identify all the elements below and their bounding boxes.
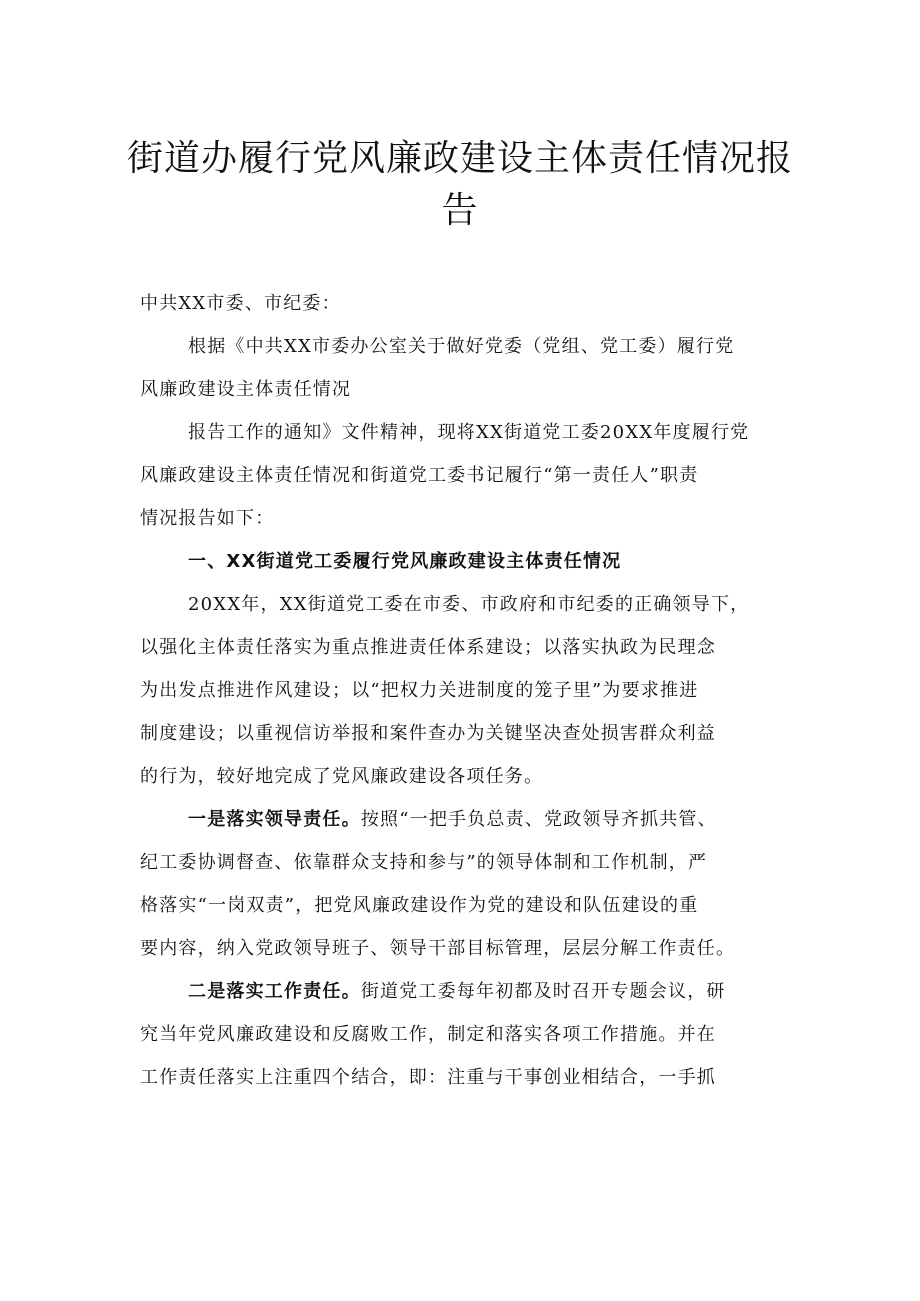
paragraph-line: 格落实“一岗双责”，把党风廉政建设作为党的建设和队伍建设的重 bbox=[140, 895, 699, 916]
paragraph-line: 根据《中共XX市委办公室关于做好党委（党组、党工委）履行党 bbox=[188, 336, 735, 357]
paragraph-text: 按照“一把手负总责、党政领导齐抓共管、 bbox=[360, 809, 717, 830]
paragraph-line: 纪工委协调督查、依靠群众支持和参与”的领导体制和工作机制，严 bbox=[140, 852, 708, 873]
section-heading: 一、XX街道党工委履行党风廉政建设主体责任情况 bbox=[188, 551, 622, 572]
paragraph-line: 风廉政建设主体责任情况 bbox=[140, 379, 352, 400]
paragraph-line: 工作责任落实上注重四个结合，即：注重与干事创业相结合，一手抓 bbox=[140, 1067, 716, 1088]
paragraph-line: 制度建设；以重视信访举报和案件查办为关键坚决查处损害群众利益 bbox=[140, 723, 716, 744]
paragraph-line: 报告工作的通知》文件精神，现将XX街道党工委20XX年度履行党 bbox=[188, 422, 750, 443]
paragraph-text: 街道党工委每年初都及时召开专题会议，研 bbox=[360, 981, 726, 1002]
paragraph-lead: 二是落实工作责任。 bbox=[188, 981, 361, 1002]
paragraph-line: 为出发点推进作风建设；以“把权力关进制度的笼子里”为要求推进 bbox=[140, 680, 699, 701]
paragraph-line: 以强化主体责任落实为重点推进责任体系建设；以落实执政为民理念 bbox=[140, 637, 716, 658]
paragraph-line: 要内容，纳入党政领导班子、领导干部目标管理，层层分解工作责任。 bbox=[140, 938, 736, 959]
document-title-line-2: 告 bbox=[441, 190, 479, 231]
document-body bbox=[140, 282, 786, 1099]
paragraph-line bbox=[140, 798, 786, 841]
document-title-line-1: 街道办履行党风廉政建设主体责任情况报 bbox=[126, 138, 793, 179]
paragraph-line bbox=[140, 970, 786, 1013]
paragraph-line: 风廉政建设主体责任情况和街道党工委书记履行“第一责任人”职责 bbox=[140, 465, 699, 486]
paragraph-line: 的行为，较好地完成了党风廉政建设各项任务。 bbox=[140, 766, 544, 787]
paragraph-line: 情况报告如下： bbox=[140, 508, 275, 529]
paragraph-line: 20XX年，XX街道党工委在市委、市政府和市纪委的正确领导下， bbox=[188, 594, 750, 615]
paragraph-lead: 一是落实领导责任。 bbox=[188, 809, 361, 830]
paragraph-line: 究当年党风廉政建设和反腐败工作，制定和落实各项工作措施。并在 bbox=[140, 1024, 716, 1045]
salutation: 中共XX市委、市纪委： bbox=[140, 293, 341, 314]
